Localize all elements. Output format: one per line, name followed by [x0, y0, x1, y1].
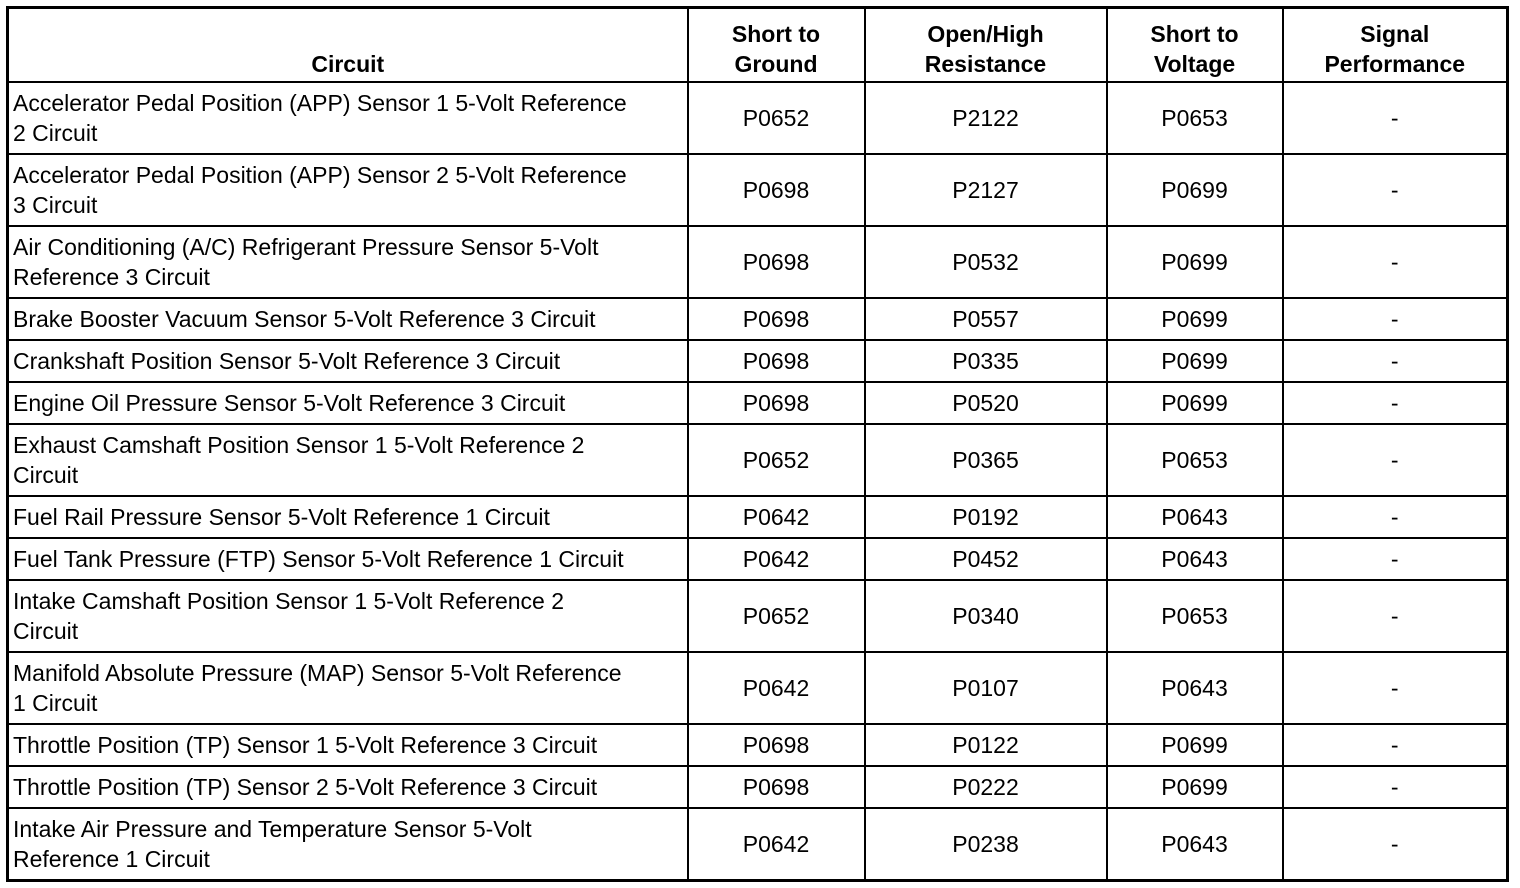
cell-signal-performance: - [1283, 298, 1508, 340]
cell-open-high-resistance: P0557 [865, 298, 1107, 340]
cell-open-high-resistance: P0532 [865, 226, 1107, 298]
cell-circuit-line: Manifold Absolute Pressure (MAP) Sensor 5-Volt Reference [13, 660, 622, 686]
cell-short-to-ground: P0642 [688, 496, 865, 538]
table-row [8, 580, 1508, 652]
cell-signal-performance: - [1283, 766, 1508, 808]
cell-short-to-ground: P0698 [688, 154, 865, 226]
cell-circuit-line: Fuel Tank Pressure (FTP) Sensor 5-Volt Reference 1 Circuit [13, 546, 624, 572]
cell-circuit [8, 340, 688, 382]
cell-circuit [8, 766, 688, 808]
table-row [8, 538, 1508, 580]
header-signal-performance [1283, 8, 1508, 83]
table-row [8, 766, 1508, 808]
cell-circuit-line: Exhaust Camshaft Position Sensor 1 5-Volt Reference 2 [13, 432, 585, 458]
header-signal-performance-line2: Performance [1324, 51, 1466, 77]
table-row [8, 496, 1508, 538]
table-row [8, 382, 1508, 424]
cell-short-to-ground: P0698 [688, 226, 865, 298]
cell-circuit [8, 538, 688, 580]
cell-short-to-voltage: P0643 [1107, 496, 1283, 538]
header-circuit-label: Circuit [311, 51, 385, 77]
cell-short-to-voltage: P0643 [1107, 538, 1283, 580]
cell-open-high-resistance: P0520 [865, 382, 1107, 424]
header-short-to-voltage [1107, 8, 1283, 83]
cell-open-high-resistance: P0222 [865, 766, 1107, 808]
cell-open-high-resistance: P0192 [865, 496, 1107, 538]
cell-circuit-line: 1 Circuit [13, 690, 98, 716]
cell-circuit [8, 652, 688, 724]
cell-short-to-ground: P0698 [688, 724, 865, 766]
header-circuit [8, 8, 688, 83]
header-open-high-line2: Resistance [924, 51, 1047, 77]
cell-open-high-resistance: P2127 [865, 154, 1107, 226]
cell-open-high-resistance: P0365 [865, 424, 1107, 496]
table-row [8, 340, 1508, 382]
cell-circuit [8, 724, 688, 766]
cell-circuit-line: Intake Air Pressure and Temperature Sensor 5-Volt [13, 816, 532, 842]
cell-short-to-voltage: P0699 [1107, 340, 1283, 382]
cell-circuit-line: Throttle Position (TP) Sensor 1 5-Volt Reference 3 Circuit [13, 732, 598, 758]
table-body [8, 82, 1508, 881]
cell-circuit [8, 226, 688, 298]
cell-short-to-voltage: P0653 [1107, 82, 1283, 154]
cell-short-to-voltage: P0699 [1107, 298, 1283, 340]
header-row [8, 8, 1508, 83]
header-open-high-line1: Open/High [927, 21, 1044, 47]
table-row [8, 424, 1508, 496]
cell-circuit-line: Reference 1 Circuit [13, 846, 210, 872]
table-row [8, 226, 1508, 298]
cell-short-to-voltage: P0699 [1107, 226, 1283, 298]
cell-short-to-ground: P0698 [688, 766, 865, 808]
header-short-to-ground-line2: Ground [734, 51, 818, 77]
cell-short-to-voltage: P0643 [1107, 808, 1283, 881]
cell-signal-performance: - [1283, 340, 1508, 382]
cell-short-to-voltage: P0699 [1107, 154, 1283, 226]
cell-open-high-resistance: P2122 [865, 82, 1107, 154]
table-row [8, 154, 1508, 226]
cell-circuit-line: Engine Oil Pressure Sensor 5-Volt Reference 3 Circuit [13, 390, 566, 416]
cell-circuit-line: Crankshaft Position Sensor 5-Volt Reference 3 Circuit [13, 348, 561, 374]
cell-open-high-resistance: P0107 [865, 652, 1107, 724]
table-row [8, 82, 1508, 154]
cell-short-to-ground: P0642 [688, 652, 865, 724]
cell-circuit-line: Intake Camshaft Position Sensor 1 5-Volt Reference 2 [13, 588, 565, 614]
header-short-to-ground-line1: Short to [731, 21, 821, 47]
cell-short-to-ground: P0652 [688, 82, 865, 154]
table-header [8, 8, 1508, 83]
header-open-high-resistance [865, 8, 1107, 83]
header-short-to-ground [688, 8, 865, 83]
header-signal-performance-line1: Signal [1360, 21, 1430, 47]
cell-short-to-ground: P0698 [688, 340, 865, 382]
table-row [8, 808, 1508, 881]
table-row [8, 298, 1508, 340]
cell-circuit [8, 154, 688, 226]
cell-circuit-line: Reference 3 Circuit [13, 264, 210, 290]
cell-circuit-line: Fuel Rail Pressure Sensor 5-Volt Reference 1 Circuit [13, 504, 550, 530]
cell-circuit [8, 382, 688, 424]
cell-short-to-ground: P0652 [688, 580, 865, 652]
cell-open-high-resistance: P0238 [865, 808, 1107, 881]
cell-signal-performance: - [1283, 580, 1508, 652]
cell-short-to-ground: P0698 [688, 298, 865, 340]
table-row [8, 724, 1508, 766]
cell-open-high-resistance: P0335 [865, 340, 1107, 382]
dtc-table-container [6, 6, 1509, 882]
cell-signal-performance: - [1283, 226, 1508, 298]
cell-signal-performance: - [1283, 154, 1508, 226]
cell-signal-performance: - [1283, 424, 1508, 496]
cell-short-to-voltage: P0699 [1107, 724, 1283, 766]
cell-circuit-line: Air Conditioning (A/C) Refrigerant Pressure Sensor 5-Volt [13, 234, 599, 260]
cell-circuit-line: 3 Circuit [13, 192, 98, 218]
cell-circuit [8, 298, 688, 340]
table-row [8, 652, 1508, 724]
cell-short-to-ground: P0642 [688, 808, 865, 881]
header-short-to-voltage-line2: Voltage [1153, 51, 1236, 77]
cell-signal-performance: - [1283, 82, 1508, 154]
cell-signal-performance: - [1283, 808, 1508, 881]
cell-short-to-voltage: P0699 [1107, 382, 1283, 424]
cell-circuit [8, 82, 688, 154]
cell-short-to-ground: P0642 [688, 538, 865, 580]
cell-open-high-resistance: P0452 [865, 538, 1107, 580]
cell-open-high-resistance: P0122 [865, 724, 1107, 766]
cell-circuit [8, 496, 688, 538]
cell-signal-performance: - [1283, 496, 1508, 538]
cell-circuit-line: Circuit [13, 618, 79, 644]
cell-circuit-line: Throttle Position (TP) Sensor 2 5-Volt Reference 3 Circuit [13, 774, 598, 800]
cell-short-to-voltage: P0653 [1107, 424, 1283, 496]
cell-short-to-ground: P0698 [688, 382, 865, 424]
cell-circuit-line: Brake Booster Vacuum Sensor 5-Volt Reference 3 Circuit [13, 306, 596, 332]
cell-circuit-line: 2 Circuit [13, 120, 98, 146]
cell-short-to-voltage: P0643 [1107, 652, 1283, 724]
cell-short-to-voltage: P0699 [1107, 766, 1283, 808]
cell-circuit-line: Accelerator Pedal Position (APP) Sensor 1 5-Volt Reference [13, 90, 627, 116]
cell-signal-performance: - [1283, 538, 1508, 580]
cell-signal-performance: - [1283, 652, 1508, 724]
cell-signal-performance: - [1283, 382, 1508, 424]
cell-short-to-ground: P0652 [688, 424, 865, 496]
cell-circuit-line: Accelerator Pedal Position (APP) Sensor 2 5-Volt Reference [13, 162, 627, 188]
cell-circuit [8, 424, 688, 496]
header-short-to-voltage-line1: Short to [1150, 21, 1239, 47]
cell-circuit-line: Circuit [13, 462, 79, 488]
dtc-table [6, 6, 1509, 882]
cell-signal-performance: - [1283, 724, 1508, 766]
cell-circuit [8, 808, 688, 881]
cell-open-high-resistance: P0340 [865, 580, 1107, 652]
cell-circuit [8, 580, 688, 652]
cell-short-to-voltage: P0653 [1107, 580, 1283, 652]
